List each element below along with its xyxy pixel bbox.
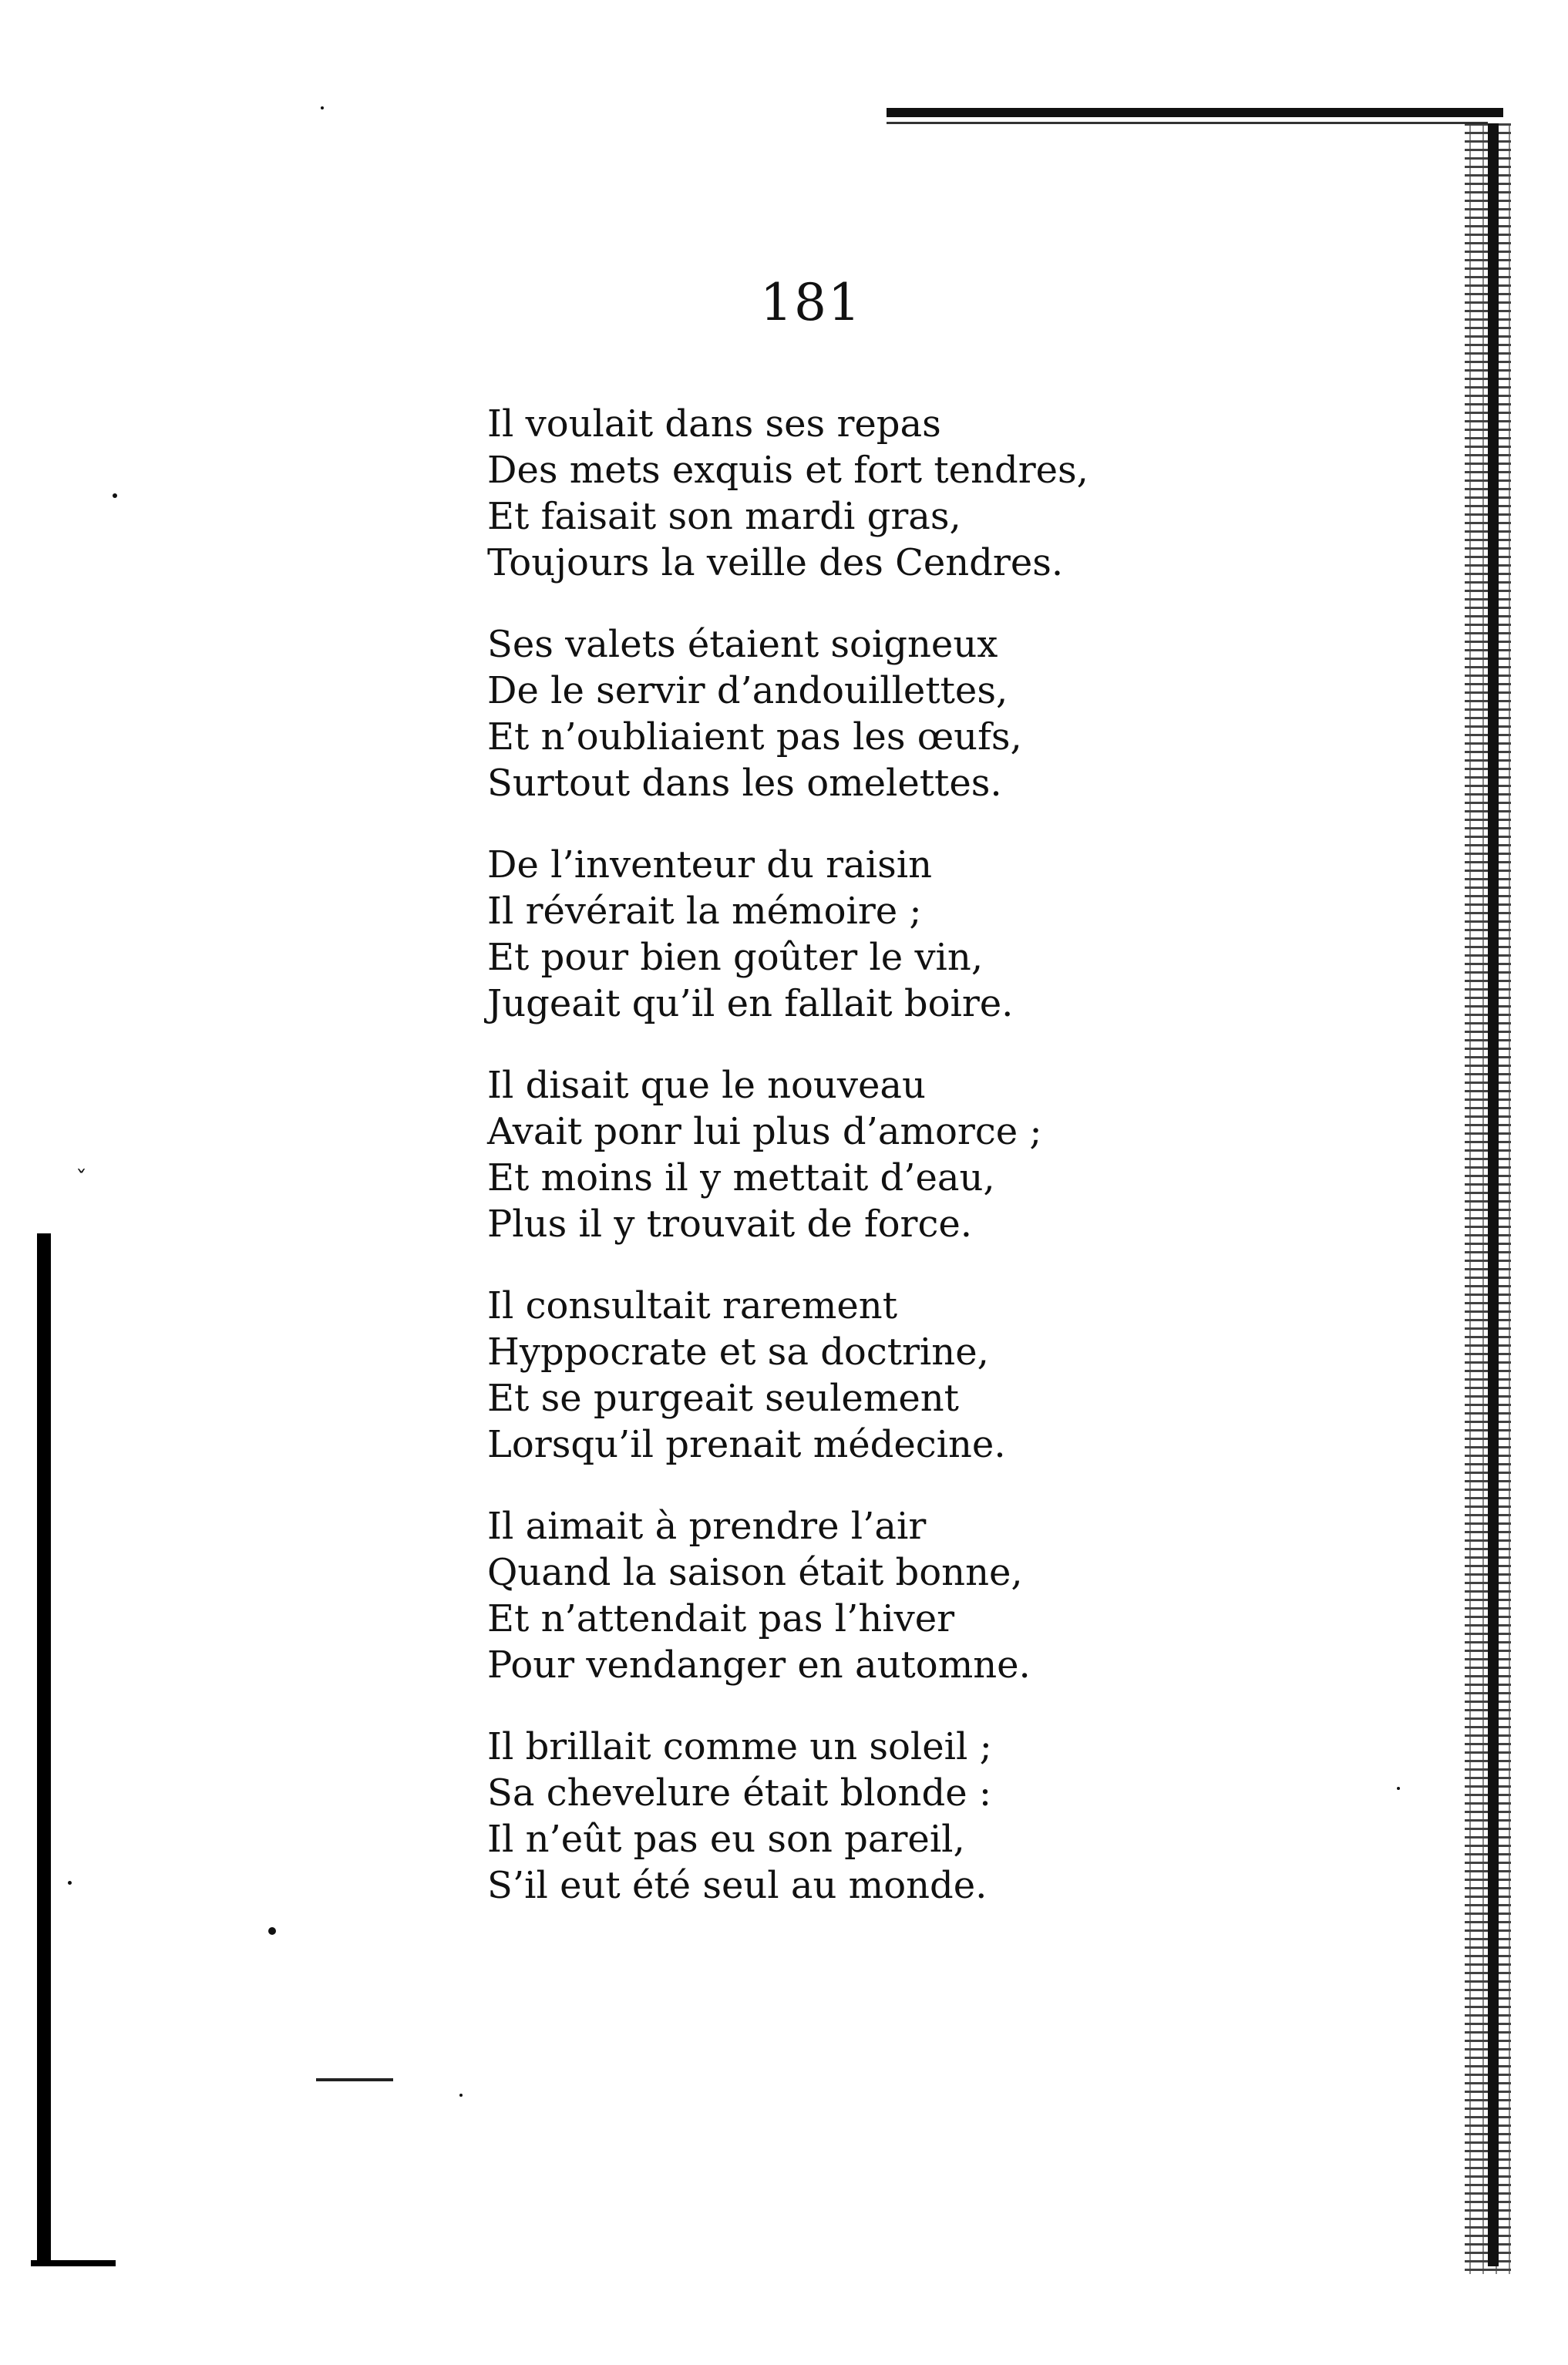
verse-line: Hyppocrate et sa doctrine, <box>487 1331 989 1374</box>
verse-line: Surtout dans les omelettes. <box>487 762 1002 805</box>
top-rule <box>887 108 1503 117</box>
stanza <box>487 1724 1181 1909</box>
verse-line: Il brillait comme un soleil ; <box>487 1725 992 1768</box>
verse-line: S’il eut été seul au monde. <box>487 1864 988 1907</box>
verse-line: De l’inventeur du raisin <box>487 843 932 886</box>
verse-line: Il n’eût pas eu son pareil, <box>487 1818 965 1861</box>
left-binding-bar <box>37 1233 51 2266</box>
ink-speck <box>1397 1787 1400 1790</box>
ink-speck <box>321 106 324 109</box>
verse-line: Et n’oubliaient pas les œufs, <box>487 715 1022 759</box>
stanza <box>487 621 1181 806</box>
verse-line: Et moins il y mettait d’eau, <box>487 1156 995 1199</box>
verse-line: Il consultait rarement <box>487 1284 898 1327</box>
stanza <box>487 842 1181 1027</box>
verse-line: Jugeait qu’il en fallait boire. <box>487 982 1014 1025</box>
verse-line: Il aimait à prendre l’air <box>487 1505 927 1548</box>
ink-speck <box>113 493 117 498</box>
verse-line: Quand la saison était bonne, <box>487 1551 1023 1594</box>
verse-line: Lorsqu’il prenait médecine. <box>487 1423 1006 1466</box>
verse-line: Plus il y trouvait de force. <box>487 1203 973 1246</box>
poem <box>487 401 1181 1944</box>
verse-line: Il révérait la mémoire ; <box>487 890 922 933</box>
stanza <box>487 1062 1181 1247</box>
verse-line: Et faisait son mardi gras, <box>487 495 961 538</box>
margin-dash <box>316 2078 393 2081</box>
right-page-edge-line <box>1488 123 1499 2266</box>
margin-mark: ˇ <box>76 1166 87 1193</box>
verse-line: Et se purgeait seulement <box>487 1377 959 1420</box>
verse-line: Et n’attendait pas l’hiver <box>487 1597 955 1640</box>
stanza <box>487 1503 1181 1688</box>
verse-line: Sa chevelure était blonde : <box>487 1771 992 1815</box>
page-number: 181 <box>760 273 862 332</box>
stanza <box>487 401 1181 586</box>
verse-line: Il voulait dans ses repas <box>487 402 941 446</box>
ink-speck <box>459 2094 463 2097</box>
verse-line: Pour vendanger en automne. <box>487 1643 1031 1687</box>
verse-line: Et pour bien goûter le vin, <box>487 936 984 979</box>
verse-line: Des mets exquis et fort tendres, <box>487 449 1089 492</box>
verse-line: Ses valets étaient soigneux <box>487 623 998 666</box>
verse-line: Il disait que le nouveau <box>487 1064 926 1107</box>
verse-line: De le servir d’andouillettes, <box>487 669 1008 712</box>
verse-line: Avait ponr lui plus d’amorce ; <box>487 1110 1042 1153</box>
ink-speck <box>268 1927 276 1935</box>
verse-line: Toujours la veille des Cendres. <box>487 541 1064 584</box>
left-binding-foot <box>31 2260 116 2266</box>
top-rule-thin <box>887 122 1488 124</box>
ink-speck <box>68 1881 72 1885</box>
stanza <box>487 1283 1181 1468</box>
